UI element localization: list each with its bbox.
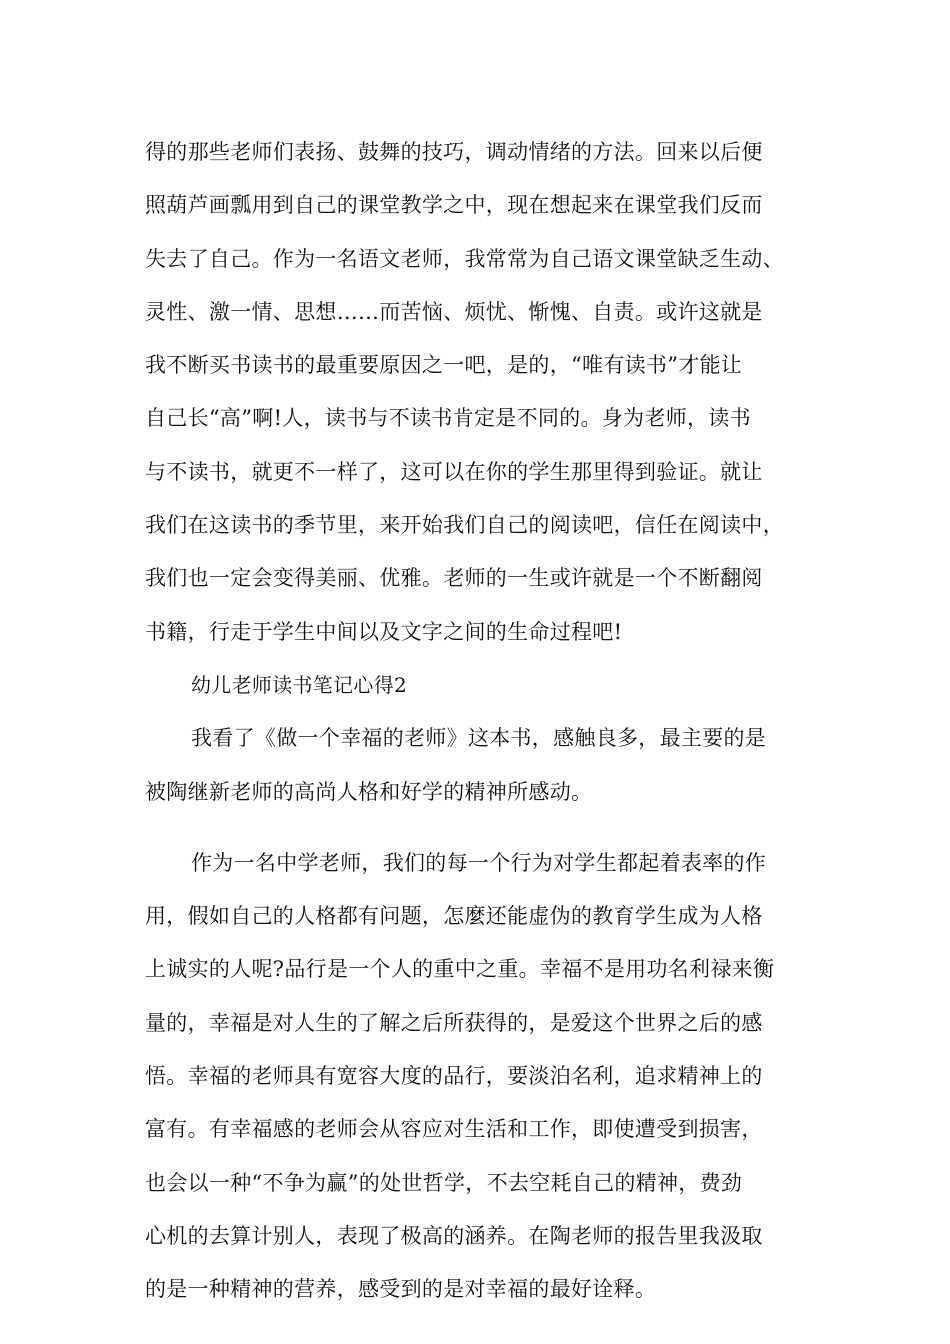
text-line: 上诚实的人呢?品行是一个人的重中之重。幸福不是用功名利禄来衡 <box>145 957 775 982</box>
text-line: 也会以一种“不争为赢”的处世哲学，不去空耗自己的精神，费劲 <box>145 1170 743 1195</box>
text-line: 心机的去算计别人，表现了极高的涵养。在陶老师的报告里我汲取 <box>145 1223 763 1248</box>
paragraph-continued <box>145 126 835 659</box>
text-line: 自己长“高”啊!人，读书与不读书肯定是不同的。身为老师，读书 <box>145 406 751 431</box>
document-body <box>145 126 835 1317</box>
text-line: 悟。幸福的老师具有宽容大度的品行，要淡泊名利，追求精神上的 <box>145 1064 763 1089</box>
text-line: 与不读书，就更不一样了，这可以在你的学生那里得到验证。就让 <box>145 459 763 484</box>
text-line: 我们在这读书的季节里，来开始我们自己的阅读吧，信任在阅读中， <box>145 513 784 538</box>
text-line: 得的那些老师们表扬、鼓舞的技巧，调动情绪的方法。回来以后便 <box>145 140 763 164</box>
text-line: 书籍，行走于学生中间以及文字之间的生命过程吧! <box>145 619 623 644</box>
text-line: 我看了《做一个幸福的老师》这本书，感触良多，最主要的是 <box>191 726 767 751</box>
text-line: 的是一种精神的营养，感受到的是对幸福的最好诠释。 <box>145 1277 657 1302</box>
text-line: 失去了自己。作为一名语文老师，我常常为自己语文课堂缺乏生动、 <box>145 246 784 271</box>
text-line: 量的，幸福是对人生的了解之后所获得的，是爱这个世界之后的感 <box>145 1010 763 1035</box>
text-line: 我不断买书读书的最重要原因之一吧，是的，“唯有读书”才能让 <box>145 353 743 378</box>
text-line: 用，假如自己的人格都有问题，怎麼还能虚伪的教育学生成为人格 <box>145 904 763 929</box>
text-line: 被陶继新老师的高尚人格和好学的精神所感动。 <box>145 779 593 804</box>
paragraph-body <box>145 837 835 1317</box>
text-line: 灵性、激一情、思想……而苦恼、烦忧、惭愧、自责。或许这就是 <box>145 299 763 324</box>
section-heading: 幼儿老师读书笔记心得2 <box>191 672 408 697</box>
paragraph-intro <box>145 712 835 819</box>
text-line: 照葫芦画瓢用到自己的课堂教学之中，现在想起来在课堂我们反而 <box>145 193 763 218</box>
text-line: 富有。有幸福感的老师会从容应对生活和工作，即使遭受到损害， <box>145 1117 763 1142</box>
text-line: 作为一名中学老师，我们的每一个行为对学生都起着表率的作 <box>191 850 767 875</box>
text-line: 我们也一定会变得美丽、优雅。老师的一生或许就是一个不断翻阅 <box>145 566 763 591</box>
